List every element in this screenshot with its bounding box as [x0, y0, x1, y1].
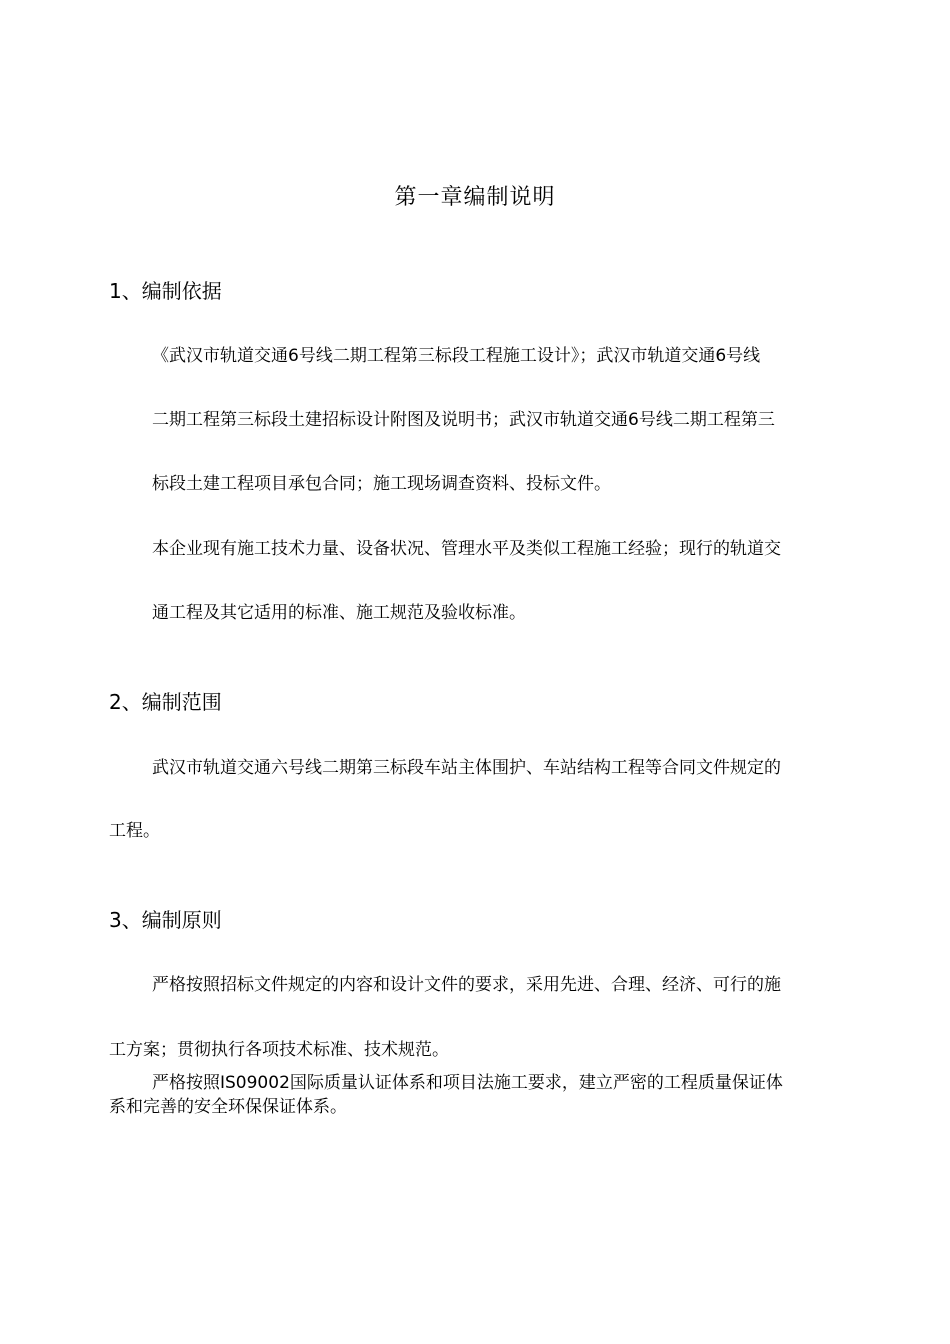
section-heading-principles: 3、编制原则 — [109, 908, 222, 932]
section-heading-basis: 1、编制依据 — [109, 279, 222, 303]
paragraph-line: 武汉市轨道交通六号线二期第三标段车站主体围护、车站结构工程等合同文件规定的 — [152, 758, 781, 778]
paragraph-line: 通工程及其它适用的标准、施工规范及验收标准。 — [152, 603, 526, 623]
paragraph-line: 系和完善的安全环保保证体系。 — [109, 1097, 347, 1117]
paragraph-line: 工程。 — [109, 821, 160, 841]
paragraph-line: 《武汉市轨道交通6号线二期工程第三标段工程施工设计》；武汉市轨道交通6号线 — [152, 346, 761, 366]
paragraph-line: 标段土建工程项目承包合同；施工现场调查资料、投标文件。 — [152, 474, 611, 494]
section-heading-scope: 2、编制范围 — [109, 690, 222, 714]
paragraph-line: 严格按照招标文件规定的内容和设计文件的要求，采用先进、合理、经济、可行的施 — [152, 975, 781, 995]
paragraph-line: 严格按照IS09002国际质量认证体系和项目法施工要求，建立严密的工程质量保证体 — [152, 1073, 783, 1093]
paragraph-line: 本企业现有施工技术力量、设备状况、管理水平及类似工程施工经验；现行的轨道交 — [152, 539, 781, 559]
chapter-title: 第一章编制说明 — [394, 185, 556, 210]
paragraph-line: 工方案；贯彻执行各项技术标准、技术规范。 — [109, 1040, 449, 1060]
paragraph-line: 二期工程第三标段土建招标设计附图及说明书；武汉市轨道交通6号线二期工程第三 — [152, 410, 775, 430]
